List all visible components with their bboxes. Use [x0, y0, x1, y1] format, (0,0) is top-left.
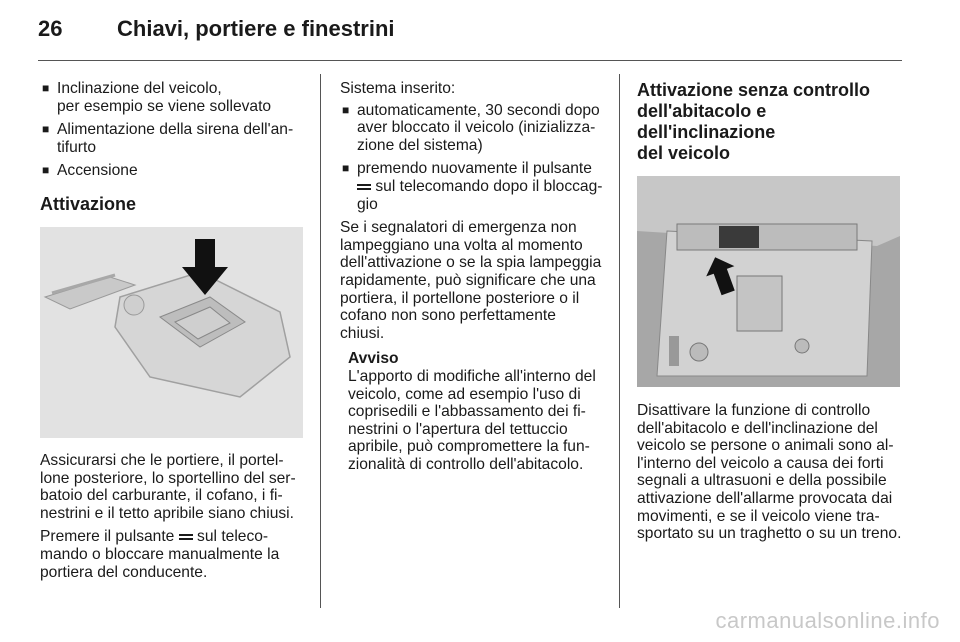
section-heading: Attivazione senza controllo dell'abitacolo e dell'inclinazione del veicolo	[637, 80, 871, 163]
bullet-item: ■ automaticamente, 30 secondi dopo aver bloccato il veicolo (inizializza- zione del sistema)	[342, 101, 600, 154]
lock-button-icon	[179, 532, 193, 542]
roof-console-illustration	[637, 176, 900, 387]
column-divider-1	[320, 74, 321, 608]
paragraph: Premere il pulsante sul teleco- mando o bloccare manualmente la portiera del conducente.	[40, 528, 280, 581]
bullet-square-icon: ■	[342, 102, 350, 117]
section-heading: Attivazione	[40, 193, 137, 214]
column-2: Sistema inserito: ■ automaticamente, 30 secondi dopo aver bloccato il veicolo (inizializza- zione del sistema) ■ premendo nuovamente il pulsante sul telecomando dopo il bloccag- gio Se i segnalatori di emergenza non lampeggiano una volta al momento dell'attivazione o se la spia lampeggia rapidamente, può significare che una portiera, il portellone posteriore o il cofano non sono perfettamente chiusi. Avviso L'apporto di modifiche all'interno del veicolo, come ad esempio l'uso di coprisedili e l'abbassamento dei fi- nestrini o l'apertura del tettuccio apribile, può compromettere la fun- zionalità di controllo dell'abitacolo.	[340, 80, 606, 473]
page-header	[0, 0, 960, 60]
page-title: Chiavi, portiere e finestrini	[117, 16, 395, 41]
key-fob-illustration	[40, 227, 303, 438]
note-body: L'apporto di modifiche all'interno del veicolo, come ad esempio l'uso di coprisedili e l'abbassamento dei fi- nestrini o l'apertura del tettuccio apribile, può compromettere la fun- zionalità di controllo dell'abitacolo.	[348, 367, 596, 473]
column-3	[637, 80, 903, 543]
page-number: 26	[38, 16, 63, 41]
bullet-square-icon: ■	[42, 81, 50, 95]
bullet-item: ■ Accensione	[42, 162, 138, 180]
paragraph: Se i segnalatori di emergenza non lampeggiano una volta al momento dell'attivazione o se la spia lampeggia rapidamente, può significare che una portiera, il portellone posteriore o il cofano non sono perfettamente chiusi.	[340, 219, 602, 342]
note-title: Avviso	[348, 350, 399, 368]
column-1	[40, 80, 304, 581]
paragraph: Disattivare la funzione di controllo dell'abitacolo e dell'inclinazione del veicolo se persone o animali sono al- l'interno del veicolo a causa dei forti segnali a ultrasuoni e della possibile attivazione dell'allarme provocata dai movimenti, e se il veicolo viene tra- sportato su un traghetto o su un treno.	[637, 402, 902, 543]
bullet-square-icon: ■	[42, 163, 50, 178]
column-divider-2	[619, 74, 620, 608]
bullet-item: ■ Alimentazione della sirena dell'an- tifurto	[42, 121, 294, 156]
lock-button-icon	[357, 182, 371, 192]
bullet-square-icon: ■	[42, 122, 50, 137]
bullet-item: ■ premendo nuovamente il pulsante sul telecomando dopo il bloccag- gio	[342, 160, 603, 213]
header-rule	[38, 60, 902, 61]
bullet-square-icon: ■	[342, 161, 350, 176]
bullet-item: ■ Inclinazione del veicolo, per esempio se viene sollevato	[42, 80, 272, 115]
paragraph: Assicurarsi che le portiere, il portel- lone posteriore, lo sportellino del ser- batoio del carburante, il cofano, i fi- nestrini e il tetto apribile siano chiusi.	[40, 451, 296, 522]
watermark: carmanualsonline.info	[715, 608, 940, 633]
